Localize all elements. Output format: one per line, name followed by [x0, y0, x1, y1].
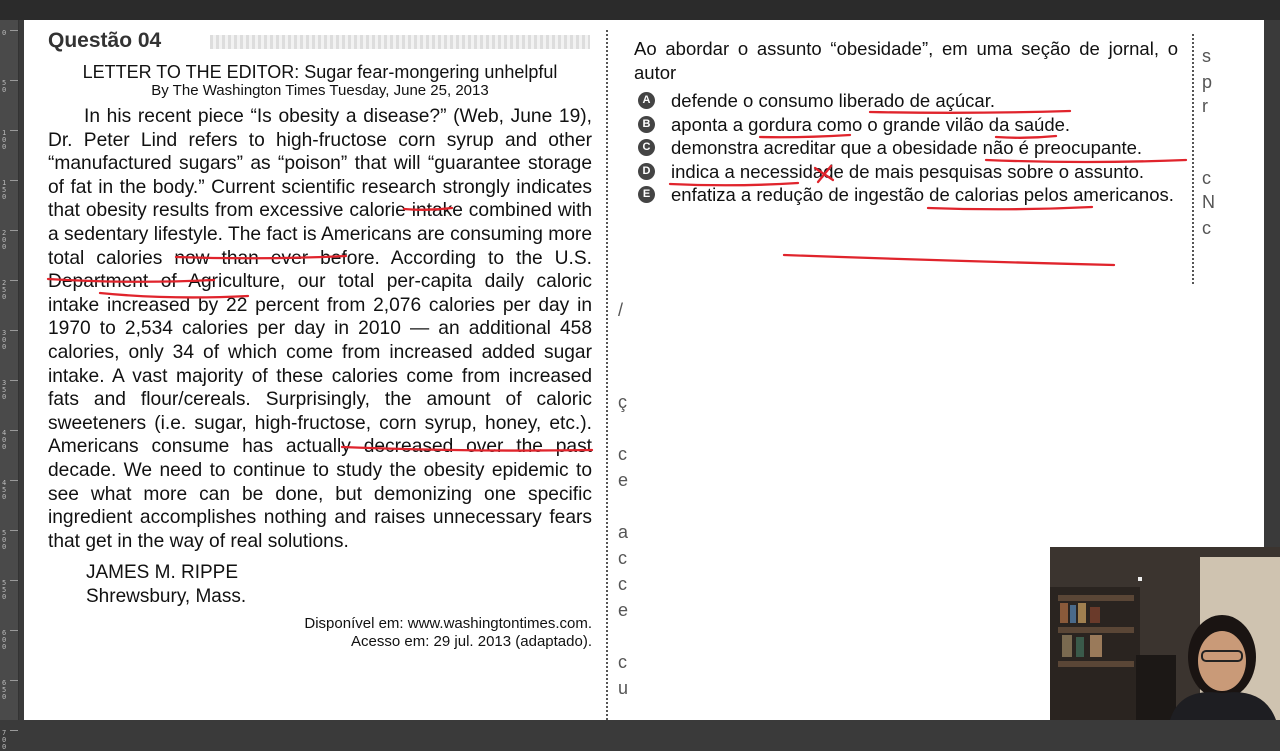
source-citation — [48, 615, 592, 651]
ruler-tick — [10, 230, 18, 231]
letter-headline: LETTER TO THE EDITOR: Sugar fear-mongering unhelpful — [82, 62, 558, 82]
app-title-bar — [0, 0, 1280, 20]
ruler-tick — [10, 530, 18, 531]
ruler-tick — [10, 430, 18, 431]
column-divider — [606, 30, 608, 720]
ruler-label: 450 — [2, 479, 7, 501]
ruler-tick — [10, 480, 18, 481]
option-d[interactable] — [634, 160, 1178, 184]
option-a[interactable] — [634, 89, 1178, 113]
source-access-date: Acesso em: 29 jul. 2013 (adaptado). — [351, 633, 592, 651]
webcam-overlay — [1050, 547, 1280, 720]
ruler-tick — [10, 580, 18, 581]
offpage-fragment: c — [1202, 168, 1211, 188]
signature-name: JAMES M. RIPPE — [86, 562, 239, 584]
source-url: Disponível em: www.washingtontimes.com. — [304, 615, 592, 633]
ruler-tick — [10, 330, 18, 331]
option-letter-badge: A — [638, 92, 655, 109]
ruler-label: 350 — [2, 379, 7, 401]
offpage-fragment: p — [1202, 72, 1213, 92]
offpage-fragment: s — [1202, 46, 1211, 66]
offpage-fragment: r — [1202, 96, 1208, 116]
offpage-fragment: ç — [618, 392, 627, 412]
ruler-tick — [10, 730, 18, 731]
offpage-fragment: a — [618, 522, 629, 542]
letter-body: In his recent piece “Is obesity a disease?” (Web, June 19), Dr. Peter Lind refers to high-fructose corn syrup and other “manufactured sugars” as “poison” that will “guarantee storage of fat in the body.” Current scientific research strongly indicates that obesity results from excessive calorie intake combined with a sedentary lifestyle. The fact is Americans are consuming more total calories now than ever before. According to the U.S. Department of Agriculture, our total per-capita daily caloric intake increased by 22 percent from 2,076 calories per day in 1970 to 2,534 calories per day in 2010 — an additional 458 calories, only 34 of which come from increased added sugar intake. A vast majority of these calories come from increased fats and flour/cereals. Surprisingly, the amount of caloric sweeteners (i.e. sugar, high-fructose, corn syrup, honey, etc.). Americans consume has actually decreased over the past decade. We need to continue to study the obesity epidemic to see what more can be done, but demonizing one specific ingredient accomplishes nothing and raises unnecessary fears that get in the way of real solutions. — [48, 106, 592, 552]
signature-place: Shrewsbury, Mass. — [86, 586, 247, 608]
offpage-fragment: c — [1202, 218, 1211, 238]
offpage-fragment: N — [1202, 192, 1215, 212]
offpage-fragment: c — [618, 444, 627, 464]
question-title-text: Questão 04 — [48, 29, 162, 52]
ruler-label: 550 — [2, 579, 7, 601]
offpage-fragment: c — [618, 652, 627, 672]
offpage-fragment: u — [618, 678, 629, 698]
letter-signature — [86, 561, 592, 609]
ruler-label: 300 — [2, 329, 7, 351]
vertical-ruler — [0, 20, 19, 751]
ruler-label: 150 — [2, 179, 7, 201]
option-letter-badge: B — [638, 116, 655, 133]
letter-column — [48, 26, 592, 651]
answer-options — [634, 89, 1178, 207]
option-text: demonstra acreditar que a obesidade não é preocupante. — [671, 137, 1143, 158]
question-prompt: Ao abordar o assunto “obesidade”, em uma seção de jornal, o autor — [634, 38, 1178, 83]
ruler-label: 100 — [2, 129, 7, 151]
ruler-label: 250 — [2, 279, 7, 301]
ruler-tick — [10, 630, 18, 631]
question-column — [634, 37, 1178, 207]
ruler-label: 200 — [2, 229, 7, 251]
ruler-label: 0 — [2, 29, 7, 37]
option-b[interactable] — [634, 113, 1178, 137]
option-text: enfatiza a redução de ingestão de calorias pelos americanos. — [671, 184, 1174, 205]
offpage-fragment: / — [618, 300, 624, 320]
option-text: aponta a gordura como o grande vilão da saúde. — [671, 113, 1071, 135]
option-c[interactable] — [634, 136, 1178, 160]
question-title — [48, 26, 592, 56]
ruler-label: 500 — [2, 529, 7, 551]
ruler-tick — [10, 280, 18, 281]
ruler-tick — [10, 380, 18, 381]
option-letter-badge: C — [638, 139, 655, 156]
option-letter-badge: E — [638, 186, 655, 203]
ruler-label: 650 — [2, 679, 7, 701]
offpage-fragment: c — [618, 548, 627, 568]
title-decoration-bar — [210, 35, 590, 49]
ruler-tick — [10, 80, 18, 81]
ruler-tick — [10, 180, 18, 181]
ruler-tick — [10, 680, 18, 681]
ruler-label: 50 — [2, 79, 7, 94]
ruler-label: 700 — [2, 729, 7, 751]
option-text: defende o consumo liberado de açúcar. — [671, 90, 995, 111]
presenter-video-icon — [1050, 547, 1280, 720]
offpage-fragment: e — [618, 600, 629, 620]
offpage-fragment: c — [618, 574, 627, 594]
option-e[interactable] — [634, 183, 1178, 207]
option-letter-badge: D — [638, 163, 655, 180]
ruler-tick — [10, 30, 18, 31]
offpage-fragment: e — [618, 470, 629, 490]
ruler-tick — [10, 130, 18, 131]
letter-byline: By The Washington Times Tuesday, June 25, 2013 — [151, 82, 489, 99]
ruler-label: 400 — [2, 429, 7, 451]
option-text: indica a necessidade de mais pesquisas sobre o assunto. — [671, 160, 1145, 182]
ruler-label: 600 — [2, 629, 7, 651]
column-divider-right — [1192, 34, 1194, 284]
